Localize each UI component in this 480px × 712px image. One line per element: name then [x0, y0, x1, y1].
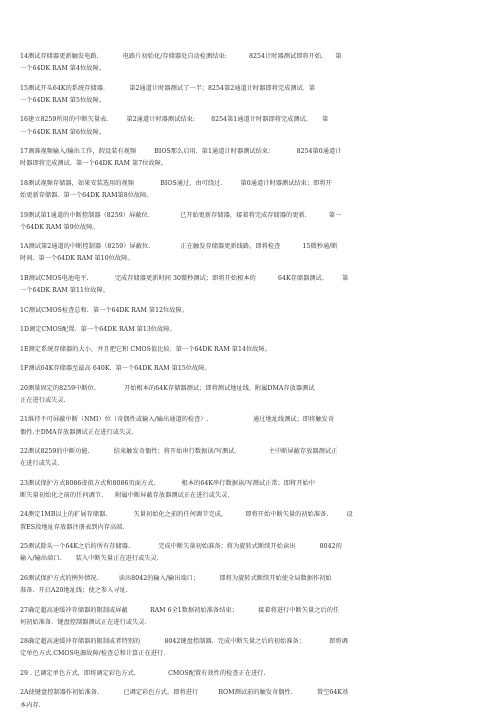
entry-line: 断矢量初始化之前的任何调节. 附属中断屏蔽存放器测试正在进行或失灵. — [20, 491, 230, 499]
error-code-entry — [20, 478, 458, 502]
entry-line: 18测试视频存储器，如果安装选用的视频 BIOS通过，由可绕过. 第0通道计时器测试结束；即将开 — [20, 179, 332, 187]
error-code-entry — [20, 210, 458, 234]
error-code-entry — [20, 83, 458, 107]
entry-line: 22测试8259的中断功能. 结束触发奇偶性；将开始串行数据读/写测试. 主中断屏蔽存放器测试正 — [20, 448, 338, 456]
error-code-entry — [20, 324, 458, 336]
error-code-entry — [20, 573, 458, 597]
entry-line: 时器即将完成测试. 第一个64DK RAM 第7位故障。 — [20, 160, 168, 168]
error-code-entry — [20, 146, 458, 170]
error-code-entry — [20, 241, 458, 265]
entry-line: 在进行或失灵. — [20, 460, 60, 468]
error-code-entry — [20, 114, 458, 138]
entry-line: 23测试保护方式8086虚拟方式和8086页面方式. 根本的64K串行数据读/写测试正常；即将开始中 — [20, 479, 315, 487]
error-code-entry — [20, 51, 458, 75]
entry-line: 19测试第1通道的中断控制器（8259）屏蔽位. 已开始更新存储器，接着将完成存储器的更新. 第一 — [20, 211, 342, 219]
entry-line: 1C测试CMOS检查总和. 第一个64DK RAM 第12位故障。 — [20, 306, 189, 314]
error-code-entry — [20, 305, 458, 317]
entry-line: 准备. 开启A20地址线；使之参入寻址. — [20, 587, 128, 595]
entry-line: 14测试存储器更新触发电路. 电路片初始化/存储器处自动检测结束: 8254计时器测试即将开始. 第 — [20, 53, 342, 60]
entry-line: 时间. 第一个64DK RAM 第10位故障。 — [20, 255, 134, 263]
entry-line: 置ES段地址存放器注册表到内存高端. — [20, 523, 125, 531]
error-code-entry — [20, 363, 458, 375]
entry-line: 24测定1MB以上的扩展存储器. 矢量初始化之前的任何调节完成， 即将开始中断矢量的初始准备. 设 — [20, 511, 353, 519]
error-code-entry — [20, 273, 458, 297]
entry-line: 25测试除头一个64K之后的所有存储器. 完成中断矢量初始准备；将为旋转式断续开始读出 8042的 — [20, 543, 342, 551]
error-code-entry — [20, 636, 458, 660]
error-code-entry — [20, 687, 458, 711]
entry-line: 29 . 已调定单色方式，即将调定彩色方式. CMOS配置有效性的检查正在进行. — [20, 669, 266, 677]
entry-line: 正在进行或失灵. — [20, 396, 66, 404]
error-code-entry — [20, 509, 458, 533]
entry-line: 1A测试第2通道的中断控制器（8259）屏蔽位. 正在触发存储器更新线路，即将检查 15微秒通/断 — [20, 243, 338, 251]
error-code-entry — [20, 605, 458, 629]
error-code-entry — [20, 344, 458, 356]
entry-line: 一个64DK RAM 第5位故障。 — [20, 96, 105, 104]
error-code-entry — [20, 541, 458, 565]
entry-line: 一个64DK RAM 第11位故障。 — [20, 287, 109, 295]
entry-line: 个64DK RAM 第9位故障。 — [20, 223, 99, 231]
error-code-entry — [20, 446, 458, 470]
entry-line: 16建立8259所用的中断矢量表. 第2通道计时器测试结束: 8254第1通道计时器即将完成测试. 第 — [20, 116, 329, 124]
entry-line: 1F测试64K存储器至最高 640K. 第一个64DK RAM 第15位故障。 — [20, 365, 211, 373]
error-code-entry — [20, 668, 458, 680]
entry-line: 2A使键盘控制器作初始准备. 已调定彩色方式，即将进行 ROM测试前的触发奇偶性. 置空64K基 — [20, 689, 349, 697]
error-code-entry — [20, 178, 458, 202]
entry-line: 输入/输出端口. 装入中断矢量正在进行或失灵. — [20, 555, 159, 563]
entry-line: 17调准视频输入/输出工作，假设装有视频 BIOS那么启用. 第1通道计时器测试结束： 8254第0通道计 — [20, 148, 342, 156]
entry-line: 21维持不可屏蔽中断（NMI）位（奇偶性或输入/输出通道的检查）. 通过地址线测试；即将触发奇 — [20, 416, 335, 424]
error-code-entry — [20, 414, 458, 438]
error-code-entry — [20, 383, 458, 407]
entry-line: 定单色方式.CMOS电源故障/检查总和计算正在进行. — [20, 650, 166, 658]
entry-line: 偶性.主DMA存放器测试正在进行或失灵. — [20, 428, 134, 436]
entry-line: 27确定超高速缓冲存储器的限制或屏蔽 RAM 6全1数据初始准备结束； 接着将进行中断矢量之后的任 — [20, 606, 340, 614]
entry-line: 一个64DK RAM 第6位故障。 — [20, 128, 105, 136]
entry-line: 何初始准备. 键盘控制器测试正在进行或失灵. — [20, 618, 147, 626]
entry-line: 本内存. — [20, 701, 41, 709]
entry-line: 26测试保护方式的例外情况. 读出8042的输入/输出端口； 即将为旋转式断续开始使全局数据作初始 — [20, 574, 332, 582]
entry-line: 1E测定系统存储器的大小，并且把它和 CMOS值比较. 第一个64DK RAM 第14位故障。 — [20, 345, 271, 353]
entry-line: 1B测试CMOS电池电平. 完成存储器更新时间 30微秒测试；即将开始根本的 64K存储器测试. 第 — [20, 274, 349, 282]
entry-line: 一个64DK RAM 第4位故障。 — [20, 65, 105, 73]
entry-line: 1D调定CMOS配置. 第一个64DK RAM 第13位故障。 — [20, 326, 176, 334]
entry-line: 20测量固定的8259中断位. 开始根本的64K存储器测试；即将测试地址线. 附属DMA存放器测试 — [20, 384, 315, 392]
entry-line: 15测试开头64K的系统存储器. 第2通道计时器测试了一半；8254第2通道计时器即将完成测试. 第 — [20, 84, 316, 92]
entry-line: 28确定超高速缓冲存储器的限制或者特别的 8042键盘控制器. 完成中断矢量之后的初始准备； 即将调 — [20, 638, 348, 646]
entry-line: 始更新存储器. 第一个64DK RAM第8位故障。 — [20, 192, 153, 200]
